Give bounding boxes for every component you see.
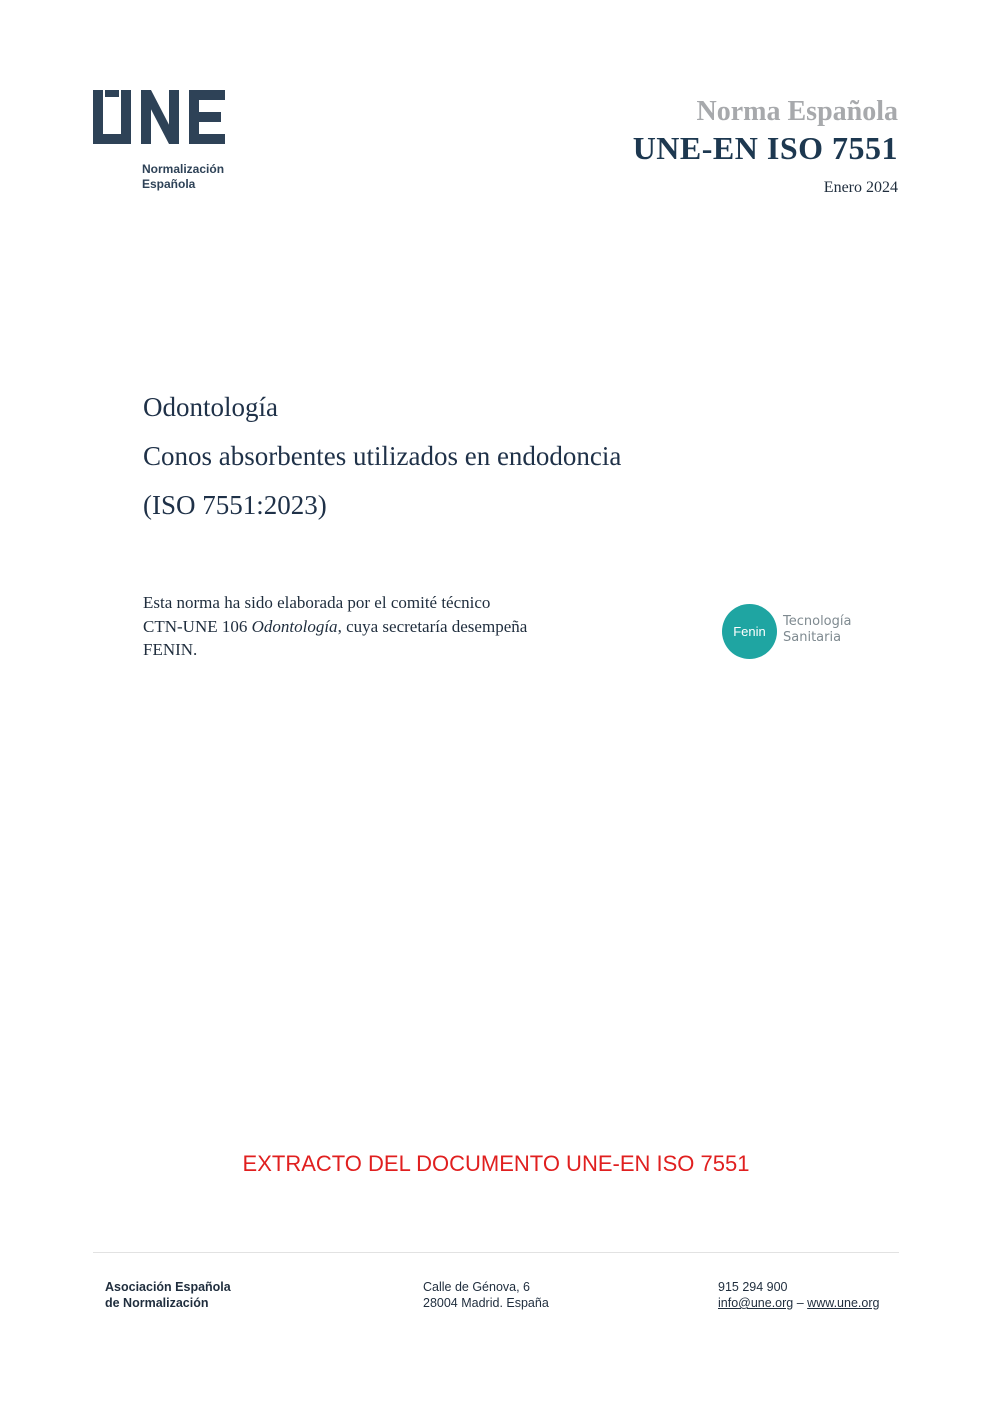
une-logo: [93, 90, 243, 200]
footer-contact: [718, 1279, 879, 1311]
footer-divider: [93, 1252, 899, 1253]
une-logo-mark: [93, 90, 227, 144]
footer-org-line1: Asociación Española: [105, 1280, 231, 1294]
title-line-1: Odontología: [143, 392, 278, 422]
committee-secretariat: FENIN.: [143, 640, 198, 659]
footer-address-line1: Calle de Génova, 6: [423, 1280, 531, 1294]
norma-code: UNE-EN ISO 7551: [632, 130, 898, 166]
committee-statement: [143, 591, 643, 662]
fenin-logo-text: [783, 614, 851, 646]
title-line-3: (ISO 7551:2023): [143, 490, 327, 520]
title-line-2: Conos absorbentes utilizados en endodoncia: [143, 441, 622, 471]
website-link[interactable]: www.une.org: [807, 1296, 880, 1310]
fenin-logo-line1: Tecnología: [783, 614, 852, 629]
committee-name: Odontología: [251, 616, 338, 636]
committee-line-2: [143, 615, 643, 639]
extract-notice: EXTRACTO DEL DOCUMENTO UNE-EN ISO 7551: [242, 1151, 750, 1176]
une-logo-sub-line2: Española: [142, 177, 196, 191]
footer-organization: [105, 1279, 231, 1311]
footer-links: [718, 1295, 879, 1311]
footer-org-line2: de Normalización: [105, 1296, 209, 1310]
committee-text-post: , cuya secretaría desempeña: [337, 616, 528, 636]
fenin-logo-line2: Sanitaria: [783, 630, 842, 645]
publication-date: Enero 2024: [823, 179, 898, 196]
footer-phone: 915 294 900: [718, 1280, 788, 1294]
footer-address: [423, 1279, 549, 1311]
committee-code: CTN-UNE 106: [143, 616, 248, 636]
committee-line-1: Esta norma ha sido elaborada por el comité técnico: [143, 593, 491, 612]
norma-label: Norma Española: [696, 96, 898, 127]
fenin-logo: [722, 604, 872, 660]
standard-header: [633, 95, 898, 197]
footer-address-line2: 28004 Madrid. España: [423, 1296, 549, 1310]
footer-separator: –: [796, 1296, 804, 1310]
email-link[interactable]: info@une.org: [718, 1296, 794, 1310]
une-logo-subtitle: [142, 162, 224, 192]
fenin-logo-circle: Fenin: [722, 604, 777, 659]
standard-titles: [143, 383, 621, 530]
une-logo-sub-line1: Normalización: [142, 162, 225, 176]
